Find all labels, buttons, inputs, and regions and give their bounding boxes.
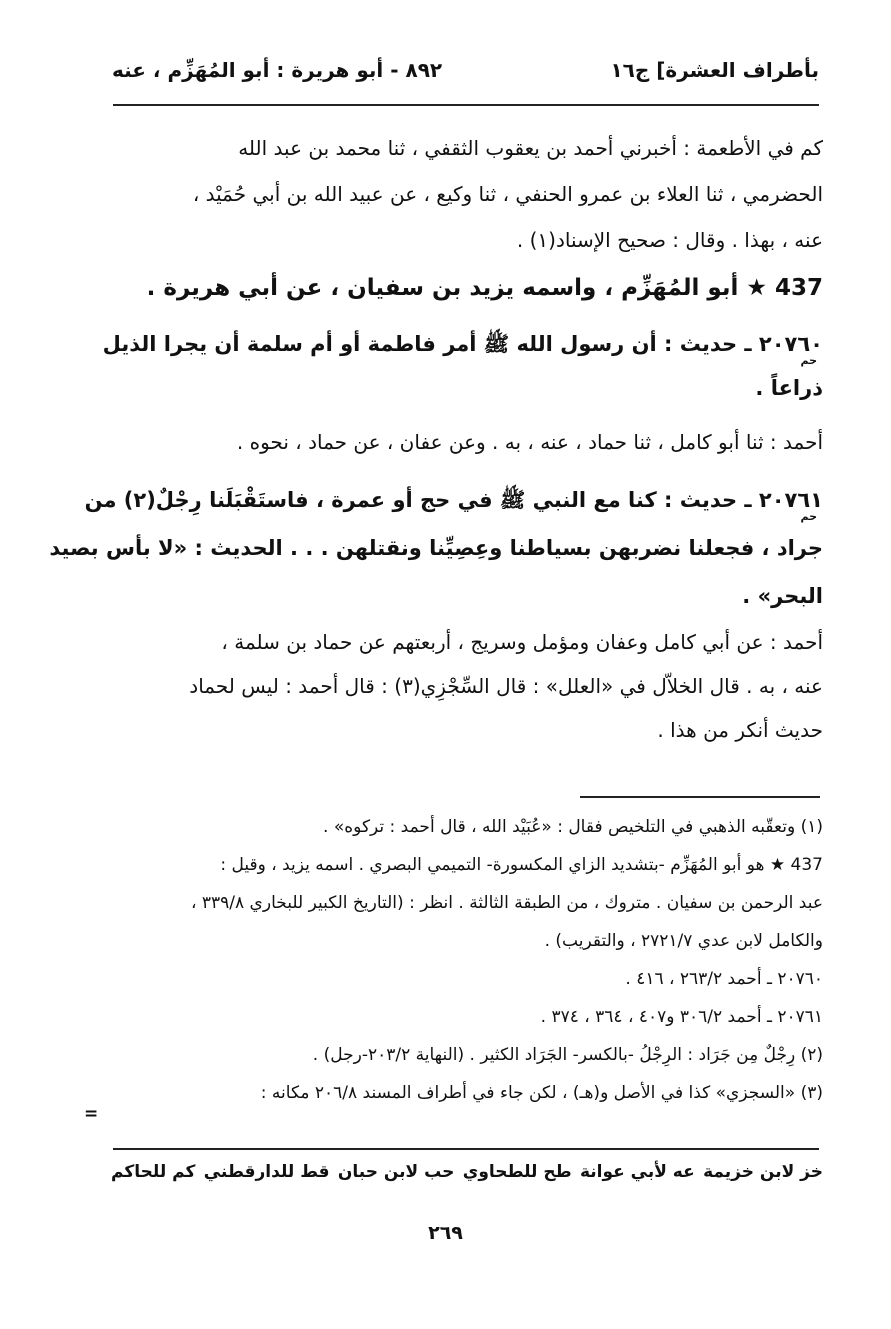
footnote-separator <box>580 796 820 798</box>
hadith-text-line: ٢٠٧٦٠ ـ حديث : أن رسول الله ﷺ أمر فاطمة أو أم سلمة أن يجرا الذيل <box>102 332 823 356</box>
hadith-text-line: ٢٠٧٦١ ـ حديث : كنا مع النبي ﷺ في حج أو عمرة ، فاستَقْبَلَنا رِجْلٌ(٢) من <box>84 488 823 512</box>
text-line: أحمد : عن أبي كامل وعفان ومؤمل وسريج ، أربعتهم عن حماد بن سلمة ، <box>221 630 823 654</box>
footnote-line: 437 ★ هو أبو المُهَزِّم -بتشديد الزاي المكسورة- التميمي البصري . اسمه يزيد ، وقيل : <box>220 855 823 875</box>
text-line: حديث أنكر من هذا . <box>657 718 823 742</box>
hadith-20761 <box>49 476 823 620</box>
legend-item: عه لأبي عوانة <box>579 1162 695 1182</box>
hadith-text-line: البحر» . <box>742 584 823 608</box>
source-siglum-mark: حم <box>800 510 817 523</box>
footnote-line: ٢٠٧٦٠ ـ أحمد ٢٦٣/٢ ، ٤١٦ . <box>625 969 823 989</box>
hadith-text-line: جراد ، فجعلنا نضربهن بسياطنا وعِصِيِّنا ونقتلهن . . . الحديث : «لا بأس بصيد <box>49 536 823 560</box>
text-line: عنه ، بهذا . وقال : صحيح الإسناد(١) . <box>516 228 823 252</box>
legend-rule <box>113 1148 819 1150</box>
narrator-heading <box>111 266 823 310</box>
legend-item: طح للطحاوي <box>462 1162 572 1182</box>
footnote-line: والكامل لابن عدي ٢٧٢١/٧ ، والتقريب) . <box>544 931 823 951</box>
hadith-text-line: ذراعاً . <box>755 376 823 400</box>
footnote-line: (١) وتعقّبه الذهبي في التلخيص فقال : «عُبَيْد الله ، قال أحمد : تركوه» . <box>323 817 823 837</box>
legend-item: خز لابن خزيمة <box>703 1162 823 1182</box>
footnote-line: (٢) رِجْلٌ مِن جَرَاد : الرِجْلُ -بالكسر- الجَرَاد الكثير . (النهاية ٢٠٣/٢-رجل) . <box>312 1045 823 1065</box>
hadith-20761-source <box>111 620 823 752</box>
source-text-line: أحمد : ثنا أبو كامل ، ثنا حماد ، عنه ، به . وعن عفان ، عن حماد ، نحوه . <box>236 430 823 454</box>
hadith-20760 <box>102 322 823 410</box>
text-line: كم في الأطعمة : أخبرني أحمد بن يعقوب الثقفي ، ثنا محمد بن عبد الله <box>238 136 823 160</box>
footnotes <box>111 808 823 1112</box>
legend-item: كم للحاكم <box>111 1162 196 1182</box>
text-line: عنه ، به . قال الخلاّل في «العلل» : قال السِّجْزِي(٣) : قال أحمد : ليس لحماد <box>189 674 823 698</box>
footnote-line: ٢٠٧٦١ ـ أحمد ٣٠٦/٢ و٤٠٧ ، ٣٦٤ ، ٣٧٤ . <box>540 1007 823 1027</box>
paragraph-intro <box>111 125 823 263</box>
text-line: الحضرمي ، ثنا العلاء بن عمرو الحنفي ، ثنا وكيع ، عن عبيد الله بن أبي حُمَيْد ، <box>192 182 823 206</box>
footnote-line: (٣) «السجزي» كذا في الأصل و(هـ) ، لكن جاء في أطراف المسند ٢٠٦/٨ مكانه : <box>260 1083 823 1103</box>
narrator-heading-text: 437 ★ أبو المُهَزِّم ، واسمه يزيد بن سفيان ، عن أبي هريرة . <box>146 275 823 301</box>
legend-item: حب لابن حبان <box>337 1162 455 1182</box>
running-header-section: ٨٩٢ - أبو هريرة : أبو المُهَزِّم ، عنه <box>112 58 443 82</box>
footnote-line: عبد الرحمن بن سفيان . متروك ، من الطبقة الثالثة . انظر : (التاريخ الكبير للبخاري ٣٣٩/٨ ، <box>191 893 823 913</box>
hadith-20760-source <box>111 420 823 464</box>
running-header-book-title: بأطراف العشرة] ج١٦ <box>610 58 819 82</box>
legend-item: قط للدارقطني <box>203 1162 330 1182</box>
header-rule <box>113 104 819 106</box>
continuation-mark: = <box>84 1104 99 1124</box>
source-siglum-mark: حم <box>800 354 817 367</box>
sigla-legend <box>111 1162 823 1182</box>
page-number: ٢٦٩ <box>428 1222 463 1244</box>
